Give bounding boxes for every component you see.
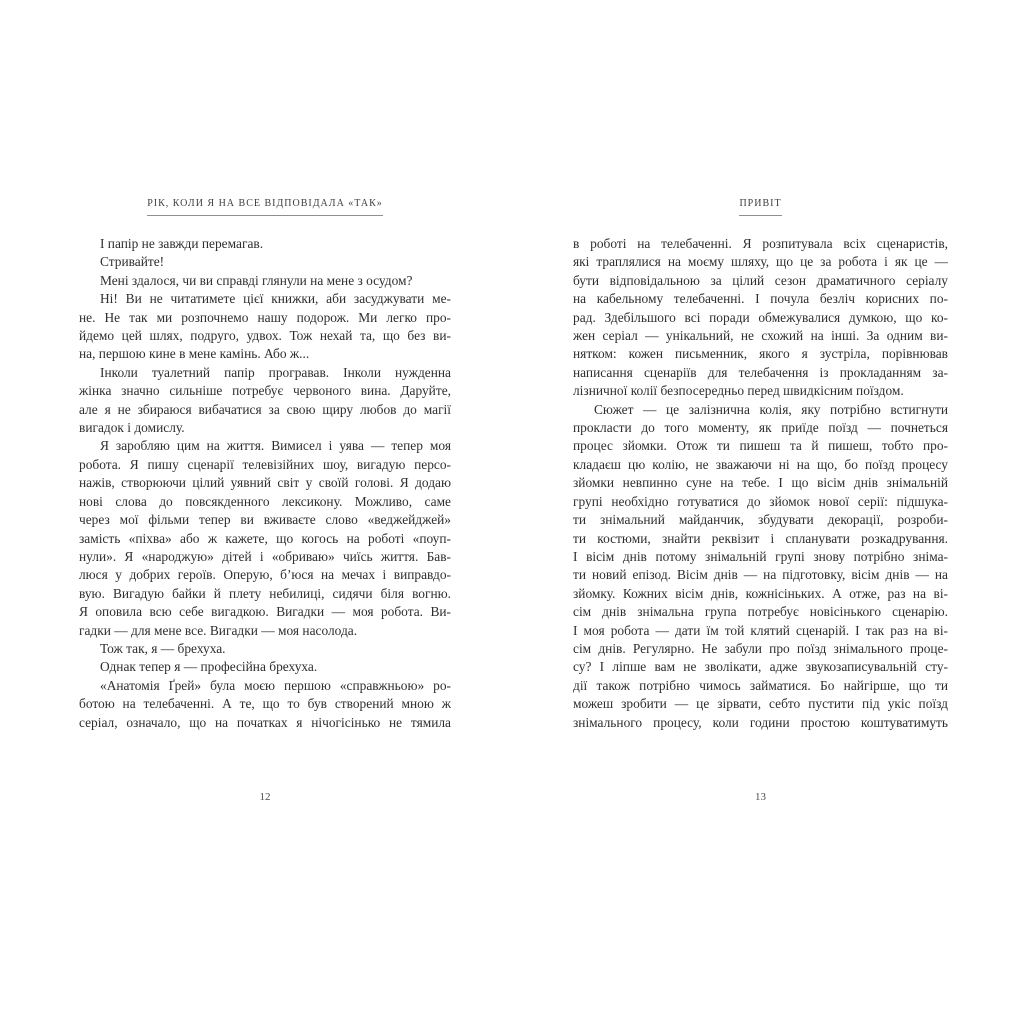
text-line: не. Не так ми розпочнемо нашу подорож. Ми легко про- [79,309,451,325]
text-line: І папір не завжди перемагав. [100,236,264,251]
text-line: Ні! Ви не читатимете цієї книжки, аби засуджувати ме- [100,291,451,307]
text-line: замість «піхва» або ж кажете, що когось на роботі «поуп- [79,530,451,546]
text-line: сім днів. Регулярно. Не забули про поїзд знімального проце- [573,640,948,656]
text-line: гадки — для мене все. Вигадки — моя насолода. [79,622,358,638]
left-page-text [79,235,451,732]
right-page-number: 13 [755,791,766,803]
text-line: знімального процесу, коли години простою коштуватимуть [573,714,948,730]
text-line: нові слова до повсякденного лексикону. Можливо, саме [79,493,451,509]
right-page [573,0,948,1024]
left-page [79,0,451,1024]
right-running-head [573,193,948,216]
text-line: написання сценаріїв для телебачення із прокладанням за- [573,364,948,380]
text-line: нажів, створюючи цілий уявний світ у своїй голові. Я додаю [79,475,451,491]
text-line: Сюжет — це залізнична колія, яку потрібно встигнути [594,401,948,417]
text-line: зйомки невпинно суне на тебе. І що вісім днів знімальній [573,475,948,491]
left-running-head [79,193,451,216]
text-line: дії також потрібно чимось займатися. Бо найгірше, що ти [573,677,948,693]
text-line: кладаєш цю колію, не зважаючи ні на що, бо поїзд процесу [573,456,948,472]
text-line: Стривайте! [100,254,165,270]
text-line: «Анатомія Ґрей» була моєю першою «справжньою» ро- [100,677,451,693]
text-line: робота. Я пишу сценарії телевізійних шоу, вигадую персо- [79,456,451,472]
text-line: лізничної колії безпосередньо перед швидкісним поїздом. [573,383,904,399]
text-line: бути відповідальною за цілий сезон драматичного серіалу [573,272,948,288]
text-line: нули». Я «народжую» дітей і «обриваю» чиїсь життя. Бав- [79,548,451,564]
text-line: на кабельному телебаченні. І почула безліч корисних по- [573,291,948,307]
right-running-head-text: ПРИВІТ [739,198,781,216]
text-line: ти костюми, знайти реквізит і спланувати розкадрування. [573,530,948,546]
text-line: Я оповила всю себе вигадкою. Вигадки — моя робота. Ви- [79,604,451,620]
text-line: на, першою кине в мене камінь. Або ж... [79,346,310,362]
text-line: жен серіал — унікальний, не схожий на інші. За одним ви- [573,328,948,344]
text-line: Інколи туалетний папір програвав. Інколи нужденна [100,364,451,380]
text-line: І вісім днів потому знімальній групі знову потрібно зніма- [573,548,948,564]
text-line: процес зйомки. Отож ти пишеш та й пишеш, тобто про- [573,438,948,454]
text-line: вую. Вигадую байки й плету небилиці, сидячи біля вогню. [79,585,451,601]
text-line: Мені здалося, чи ви справді глянули на мене з осудом? [100,272,413,288]
text-line: ти знімальний майданчик, збудувати декорації, розроби- [573,512,948,528]
text-line: але я не збираюся вибачатися за свою щиру любов до магії [79,401,451,417]
text-line: прокласти до того моменту, як приїде поїзд — почнеться [573,420,948,436]
text-line: рад. Здебільшого всі поради обмежувалися думкою, що ко- [573,309,948,325]
text-line: ти новий епізод. Вісім днів — на підготовку, вісім днів — на [573,567,948,583]
text-line: через мої фільми тепер ви вживаєте слово «веджейджей» [79,512,451,528]
left-page-number: 12 [259,791,271,803]
text-line: жінка значно сильніше потребує червоного вина. Даруйте, [79,383,451,399]
text-line: йдемо цей шлях, подруго, удвох. Тож нехай та, що без ви- [79,328,451,344]
right-page-text [573,235,948,732]
text-line: люся у добрих героїв. Оперую, б’юся на мечах і виправдо- [79,567,451,583]
text-line: в роботі на телебаченні. Я розпитувала всіх сценаристів, [573,236,948,251]
text-line: Однак тепер я — професійна брехуха. [100,659,318,675]
text-line: можеш зробити — це зірвати, себто пустити під укіс поїзд [573,696,948,712]
text-line: вигадок і домислу. [79,420,185,436]
text-line: групі необхідно готуватися до зйомок нової серії: підшука- [573,493,948,509]
left-running-head-text: РІК, КОЛИ Я НА ВСЕ ВІДПОВІДАЛА «ТАК» [147,198,383,216]
text-line: І моя робота — дати їм той клятий сценарій. І так раз на ві- [573,622,948,638]
text-line: Я заробляю цим на життя. Вимисел і уява — тепер моя [100,438,451,454]
text-line: нятком: кожен письменник, якого я зустріла, порівнював [573,346,948,362]
text-line: сім днів знімальна група потребує новісінького сценарію. [573,604,948,620]
text-line: які траплялися на моєму шляху, що це за робота і як це — [573,254,948,270]
text-line: серіал, означало, що на початках я нічогісінько не тямила [79,714,451,730]
text-line: Тож так, я — брехуха. [100,640,226,656]
text-line: зйомку. Кожних вісім днів, кожнісіньких. А отже, раз на ві- [573,585,948,601]
text-line: су? І ліпше вам не зволікати, адже звукозаписувальній сту- [573,659,948,675]
text-line: ботою на телебаченні. А те, що то був створений мною ж [79,696,451,712]
